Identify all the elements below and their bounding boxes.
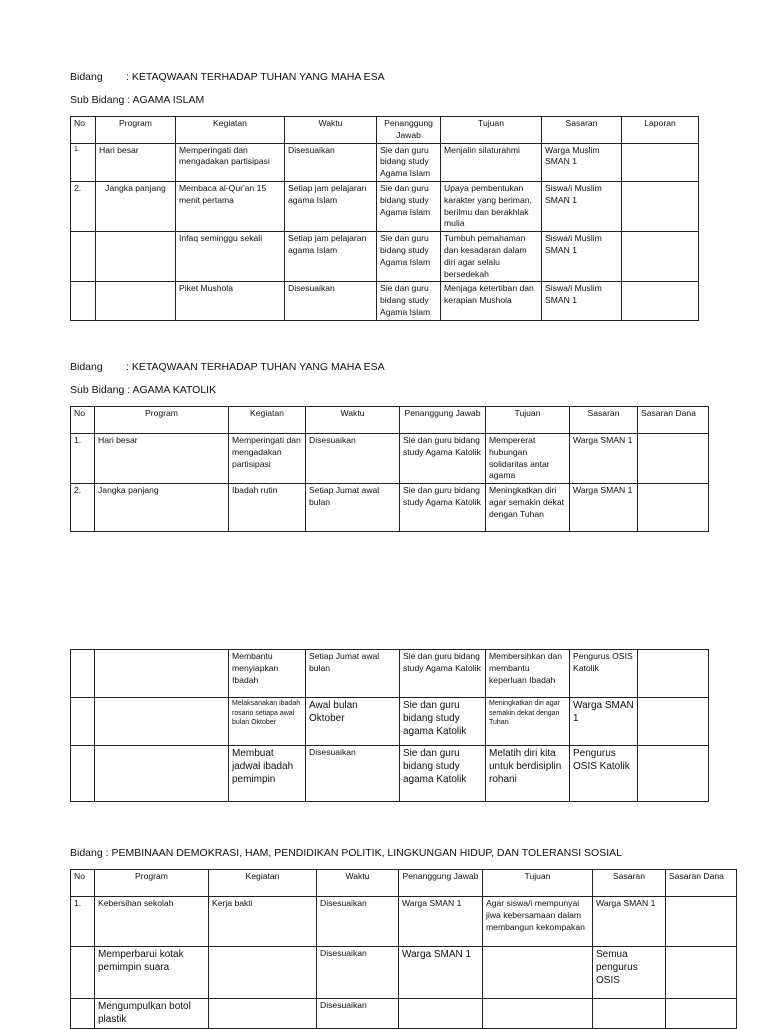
table-agama-katolik-continued [70,649,709,802]
cell-program: Jangka panjang [95,484,229,532]
cell-laporan [622,282,699,320]
cell-program [95,698,229,746]
table-row [71,650,709,698]
cell-no [71,698,95,746]
header-no: No [71,117,96,144]
cell-no: 1. [71,897,95,947]
cell-kegiatan: Melaksanakan ibadah rosario setiapa awal bulan Oktober [229,698,306,746]
header-program: Program [95,870,209,897]
table-agama-islam [70,116,699,321]
header-waktu: Waktu [285,117,377,144]
cell-no: 1. [71,143,96,181]
cell-program [96,282,176,320]
cell-program: Memperbarui kotak pemimpin suara [95,947,209,999]
cell-penanggung-jawab: Warga SMAN 1 [399,947,483,999]
cell-no: 2. [71,181,96,231]
header-sasaran-dana: Sasaran Dana [638,407,709,434]
cell-program: Hari besar [95,434,229,484]
cell-sasaran: Pengurus OSIS Katolik [570,650,638,698]
cell-penanggung-jawab: Sie dan guru bidang study Agama Islam [377,181,441,231]
header-laporan: Laporan [622,117,699,144]
cell-tujuan: Agar siswa/i mempunyai jiwa kebersamaan dalam membangun kekompakan [483,897,593,947]
header-tujuan: Tujuan [441,117,542,144]
cell-sasaran [593,999,666,1029]
cell-penanggung-jawab [399,999,483,1029]
cell-no [71,746,95,802]
cell-sasaran-dana [638,746,709,802]
header-sasaran-dana: Sasaran Dana [666,870,737,897]
cell-tujuan: Mempererat hubungan solidaritas antar agama [486,434,570,484]
cell-sasaran: Semua pengurus OSIS [593,947,666,999]
cell-tujuan [483,999,593,1029]
cell-penanggung-jawab: Sie dan guru bidang study Agama Katolik [400,434,486,484]
cell-sasaran-dana [666,897,737,947]
cell-sasaran: Siswa/i Muslim SMAN 1 [542,232,622,282]
header-kegiatan: Kegiatan [209,870,317,897]
cell-sasaran-dana [666,999,737,1029]
table-header-row [71,407,709,434]
table-header-row [71,870,737,897]
table-pembinaan-demokrasi [70,869,737,1029]
cell-penanggung-jawab: Sie dan guru bidang study Agama Katolik [400,650,486,698]
table-row [71,746,709,802]
cell-sasaran-dana [638,650,709,698]
cell-waktu: Disesuaikan [317,897,399,947]
table-agama-katolik [70,406,709,532]
cell-sasaran: Warga SMAN 1 [570,434,638,484]
cell-waktu: Awal bulan Oktober [306,698,400,746]
cell-waktu: Disesuaikan [285,143,377,181]
cell-program: Hari besar [96,143,176,181]
section1-bidang-label: Bidang [70,71,103,83]
cell-kegiatan: Kerja bakti [209,897,317,947]
cell-waktu: Disesuaikan [306,434,400,484]
section2-bidang-label: Bidang [70,361,103,373]
cell-waktu: Setiap jam pelajaran agama Islam [285,181,377,231]
cell-tujuan: Menjaga ketertiban dan kerapian Mushola [441,282,542,320]
cell-waktu: Disesuaikan [306,746,400,802]
cell-penanggung-jawab: Warga SMAN 1 [399,897,483,947]
cell-sasaran-dana [638,484,709,532]
cell-kegiatan: Memperingati dan mengadakan partisipasi [176,143,285,181]
cell-waktu: Disesuaikan [285,282,377,320]
header-tujuan: Tujuan [483,870,593,897]
cell-sasaran: Pengurus OSIS Katolik [570,746,638,802]
cell-penanggung-jawab: Sie dan guru bidang study Agama Katolik [400,484,486,532]
cell-kegiatan: Membaca al-Qur'an 15 menit pertama [176,181,285,231]
cell-program: Kebersihan sekolah [95,897,209,947]
table-row [71,484,709,532]
cell-tujuan: Melatih diri kita untuk berdisiplin rohani [486,746,570,802]
header-waktu: Waktu [317,870,399,897]
cell-penanggung-jawab: Sie dan guru bidang study agama Katolik [400,746,486,802]
cell-no: 1. [71,434,95,484]
cell-no: 2. [71,484,95,532]
cell-no [71,650,95,698]
header-penanggung-jawab: Penanggung Jawab [400,407,486,434]
cell-kegiatan [209,947,317,999]
cell-tujuan: Membersihkan dan membantu keperluan Ibadah [486,650,570,698]
header-tujuan: Tujuan [486,407,570,434]
table-row [71,698,709,746]
header-program: Program [95,407,229,434]
table-row [71,434,709,484]
cell-program [95,746,229,802]
cell-no [71,232,96,282]
cell-program [96,232,176,282]
cell-laporan [622,143,699,181]
cell-kegiatan: Ibadah rutin [229,484,306,532]
table-row [71,999,737,1029]
header-kegiatan: Kegiatan [176,117,285,144]
cell-no [71,947,95,999]
section1-sub-bidang: Sub Bidang : AGAMA ISLAM [70,94,205,106]
cell-sasaran-dana [638,434,709,484]
cell-tujuan: Meningkatkan diri agar semakin dekat dengan Tuhan [486,484,570,532]
cell-waktu: Disesuaikan [317,999,399,1029]
cell-laporan [622,232,699,282]
cell-penanggung-jawab: Sie dan guru bidang study Agama Islam [377,143,441,181]
cell-tujuan: Meningkatkan diri agar semakin dekat dengan Tuhan [486,698,570,746]
cell-kegiatan: Infaq seminggu sekali [176,232,285,282]
cell-sasaran: Siswa/i Muslim SMAN 1 [542,181,622,231]
header-no: No [71,407,95,434]
cell-tujuan: Menjalin silaturahmi [441,143,542,181]
cell-laporan [622,181,699,231]
header-penanggung-jawab: Penanggung Jawab [399,870,483,897]
cell-waktu: Setiap Jumat awal bulan [306,650,400,698]
cell-program: Mengumpulkan botol plastik [95,999,209,1029]
table-row [71,232,699,282]
section4-bidang: Bidang : PEMBINAAN DEMOKRASI, HAM, PENDIDIKAN POLITIK, LINGKUNGAN HIDUP, DAN TOLERANSI SOSIAL [70,847,622,859]
section2-bidang-title: : KETAQWAAN TERHADAP TUHAN YANG MAHA ESA [126,361,385,373]
cell-tujuan [483,947,593,999]
table-row [71,282,699,320]
cell-waktu: Setiap Jumat awal bulan [306,484,400,532]
header-kegiatan: Kegiatan [229,407,306,434]
cell-kegiatan: Membantu menyiapkan Ibadah [229,650,306,698]
cell-no [71,999,95,1029]
cell-no [71,282,96,320]
table-row [71,143,699,181]
header-waktu: Waktu [306,407,400,434]
section1-bidang-title: : KETAQWAAN TERHADAP TUHAN YANG MAHA ESA [126,71,385,83]
cell-kegiatan [209,999,317,1029]
cell-program [95,650,229,698]
table-row [71,897,737,947]
header-penanggung-jawab: Penanggung Jawab [377,117,441,144]
table-row [71,947,737,999]
cell-sasaran: Siswa/i Muslim SMAN 1 [542,282,622,320]
header-sasaran: Sasaran [542,117,622,144]
header-sasaran: Sasaran [593,870,666,897]
table-row [71,181,699,231]
cell-sasaran: Warga SMAN 1 [570,698,638,746]
header-sasaran: Sasaran [570,407,638,434]
cell-kegiatan: Memperingati dan mengadakan partisipasi [229,434,306,484]
cell-penanggung-jawab: Sie dan guru bidang study agama Katolik [400,698,486,746]
cell-sasaran-dana [666,947,737,999]
cell-sasaran: Warga Muslim SMAN 1 [542,143,622,181]
cell-kegiatan: Membuat jadwal ibadah pemimpin [229,746,306,802]
section2-sub-bidang: Sub Bidang : AGAMA KATOLIK [70,384,217,396]
cell-penanggung-jawab: Sie dan guru bidang study Agama Islam [377,232,441,282]
cell-tujuan: Tumbuh pemahaman dan kesadaran dalam diri agar selalu bersedekah [441,232,542,282]
cell-tujuan: Upaya pembentukan karakter yang beriman, berilmu dan berakhlak mulia [441,181,542,231]
table-header-row [71,117,699,144]
cell-program: Jangka panjang [96,181,176,231]
cell-kegiatan: Piket Mushola [176,282,285,320]
cell-sasaran: Warga SMAN 1 [570,484,638,532]
header-no: No [71,870,95,897]
header-program: Program [96,117,176,144]
cell-waktu: Disesuaikan [317,947,399,999]
cell-penanggung-jawab: Sie dan guru bidang study Agama Islam [377,282,441,320]
cell-sasaran: Warga SMAN 1 [593,897,666,947]
cell-sasaran-dana [638,698,709,746]
cell-waktu: Setiap jam pelajaran agama Islam [285,232,377,282]
